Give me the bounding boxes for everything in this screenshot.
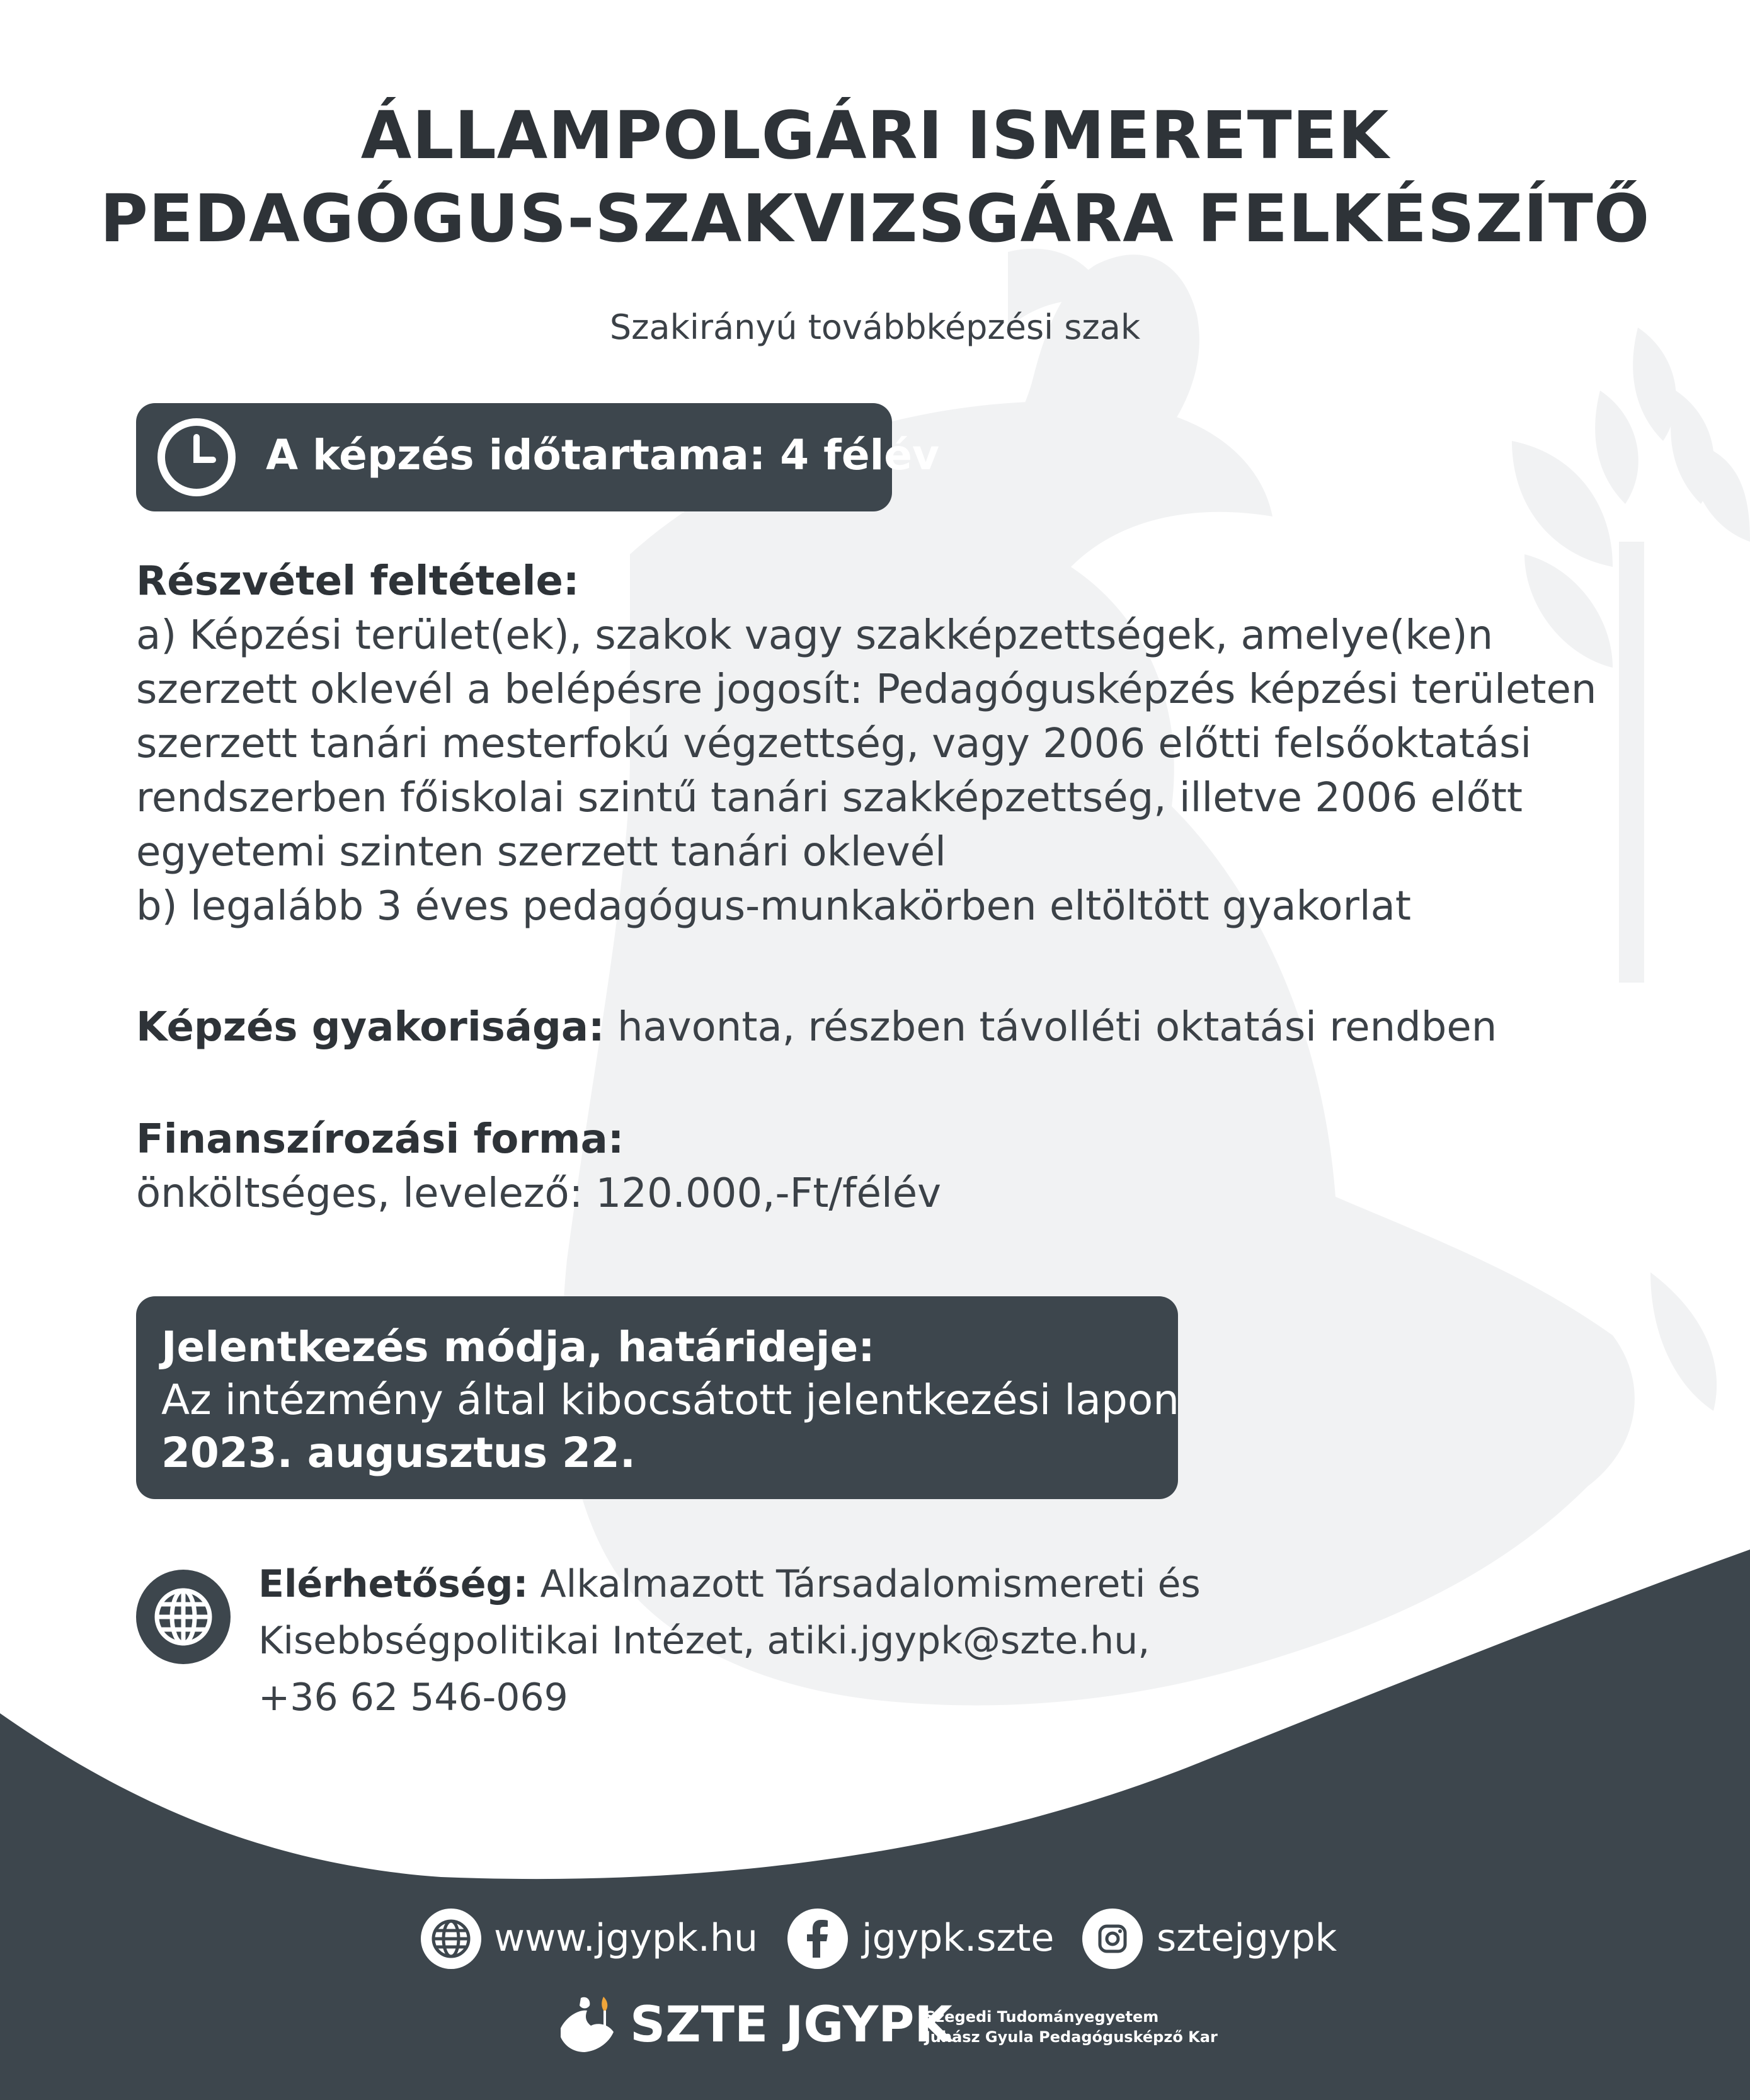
instagram-icon <box>1082 1909 1143 1969</box>
clock-icon <box>155 416 238 499</box>
page-title-line2: PEDAGÓGUS-SZAKVIZSGÁRA FELKÉSZÍTŐ <box>100 180 1650 257</box>
financing-section <box>136 1112 1661 1221</box>
participation-section <box>136 554 1661 933</box>
financing-label: Finanszírozási forma: <box>136 1116 624 1163</box>
globe-icon <box>421 1909 481 1969</box>
contact-value: Alkalmazott Társadalomismereti és Kisebbségpolitikai Intézet, atiki.jgypk@szte.hu, +36 62 546-069 <box>258 1562 1201 1720</box>
frequency-section <box>136 1000 1661 1054</box>
application-heading: Jelentkezés módja, határideje: <box>161 1323 875 1371</box>
contact-label: Elérhetőség: <box>258 1562 529 1606</box>
application-box <box>136 1296 1178 1499</box>
page-subtitle: Szakirányú továbbképzési szak <box>609 307 1141 347</box>
financing-value: önköltséges, levelező: 120.000,-Ft/félév <box>136 1170 941 1217</box>
contact-globe-icon <box>136 1570 231 1664</box>
contact-info <box>258 1556 1203 1726</box>
frequency-value: havonta, részben távolléti oktatási rendben <box>604 1004 1497 1051</box>
website-link-text[interactable]: www.jgypk.hu <box>494 1916 758 1960</box>
application-deadline: 2023. augusztus 22. <box>161 1429 636 1477</box>
application-text: Az intézmény által kibocsátott jelentkezési lapon <box>161 1376 1180 1424</box>
logo-subtitle-line1: Szegedi Tudományegyetem <box>925 2008 1159 2026</box>
participation-condition-a: a) Képzési terület(ek), szakok vagy szakképzettségek, amelye(ke)n szerzett oklevél a belépésre jogosít: Pedagógusképzés képzési területen szerzett tanári mesterfokú végzettség, vagy 2006 előtti felsőoktatási rendszerben főiskolai szintű tanári szakképzettség, illetve 2006 előtt egyetemi szinten szerzett tanári oklevél <box>136 612 1597 876</box>
page-title-line1: ÁLLAMPOLGÁRI ISMERETEK <box>360 97 1390 174</box>
participation-heading: Részvétel feltétele: <box>136 558 580 605</box>
logo-subtitle-line2: Juhász Gyula Pedagógusképző Kar <box>925 2028 1218 2046</box>
instagram-link-text[interactable]: sztejgypk <box>1157 1916 1337 1960</box>
bird-logo-icon <box>548 1990 624 2066</box>
facebook-icon <box>787 1909 848 1969</box>
participation-condition-b: b) legalább 3 éves pedagógus-munkakörben eltöltött gyakorlat <box>136 883 1411 930</box>
duration-pill <box>136 403 940 511</box>
frequency-label: Képzés gyakorisága: <box>136 1004 605 1051</box>
duration-text: A képzés időtartama: 4 félév <box>266 431 940 479</box>
facebook-link-text[interactable]: jgypk.szte <box>862 1916 1055 1960</box>
logo-text: SZTE JGYPK <box>630 1997 952 2053</box>
